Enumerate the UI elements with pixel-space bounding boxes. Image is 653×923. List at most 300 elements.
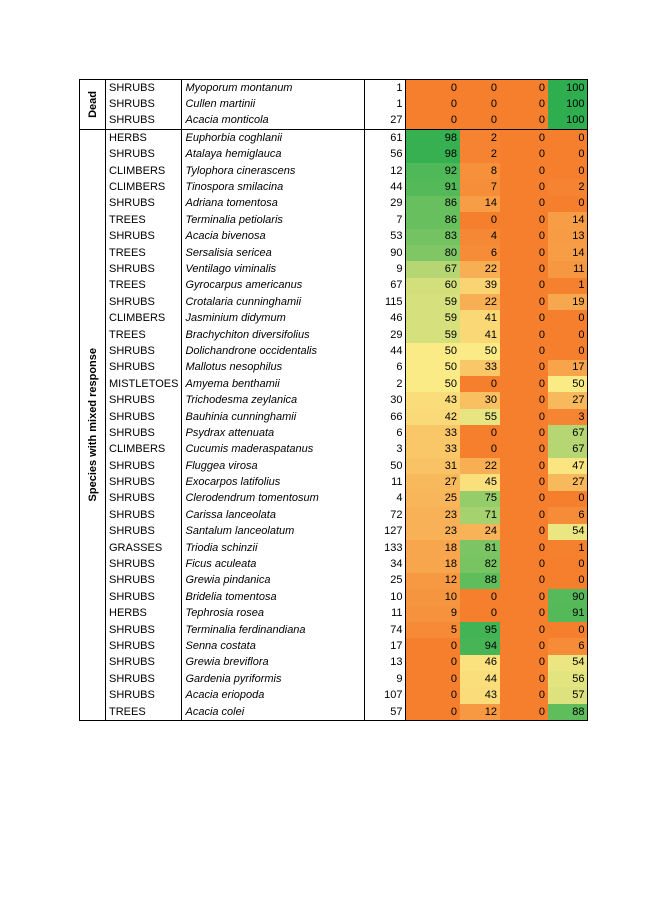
table-row (80, 392, 588, 408)
value-cell-1: 5 (406, 622, 460, 638)
value-cell-1: 0 (406, 655, 460, 671)
value-cell-2: 6 (460, 245, 500, 261)
value-cell-2: 22 (460, 458, 500, 474)
value-cell-3: 0 (500, 376, 548, 392)
value-cell-3: 0 (500, 343, 548, 359)
value-cell-4: 2 (548, 179, 588, 195)
life-form-cell: SHRUBS (106, 655, 182, 671)
species-cell: Sersalisia sericea (182, 245, 365, 261)
count-cell: 2 (365, 376, 406, 392)
value-cell-4: 0 (548, 343, 588, 359)
table-body (80, 80, 588, 721)
value-cell-2: 46 (460, 655, 500, 671)
life-form-cell: SHRUBS (106, 294, 182, 310)
value-cell-1: 0 (406, 113, 460, 130)
value-cell-3: 0 (500, 573, 548, 589)
value-cell-1: 33 (406, 442, 460, 458)
table-row (80, 655, 588, 671)
table-row (80, 524, 588, 540)
life-form-cell: SHRUBS (106, 474, 182, 490)
species-cell: Brachychiton diversifolius (182, 327, 365, 343)
count-cell: 11 (365, 606, 406, 622)
value-cell-3: 0 (500, 130, 548, 147)
value-cell-4: 88 (548, 704, 588, 721)
table-row (80, 343, 588, 359)
count-cell: 11 (365, 474, 406, 490)
value-cell-1: 60 (406, 278, 460, 294)
value-cell-1: 86 (406, 196, 460, 212)
table-row (80, 113, 588, 130)
value-cell-2: 0 (460, 606, 500, 622)
value-cell-4: 27 (548, 474, 588, 490)
species-cell: Gyrocarpus americanus (182, 278, 365, 294)
value-cell-4: 67 (548, 442, 588, 458)
table-row (80, 622, 588, 638)
value-cell-2: 39 (460, 278, 500, 294)
value-cell-2: 0 (460, 442, 500, 458)
value-cell-1: 25 (406, 491, 460, 507)
table-row (80, 589, 588, 605)
life-form-cell: SHRUBS (106, 458, 182, 474)
value-cell-2: 4 (460, 229, 500, 245)
table-row (80, 96, 588, 112)
value-cell-2: 44 (460, 671, 500, 687)
table-row (80, 458, 588, 474)
species-cell: Acacia monticola (182, 113, 365, 130)
value-cell-1: 33 (406, 425, 460, 441)
value-cell-4: 17 (548, 360, 588, 376)
species-cell: Santalum lanceolatum (182, 524, 365, 540)
value-cell-2: 82 (460, 556, 500, 572)
table-row (80, 196, 588, 212)
life-form-cell: CLIMBERS (106, 163, 182, 179)
value-cell-1: 59 (406, 294, 460, 310)
value-cell-4: 0 (548, 147, 588, 163)
group-label: Dead (86, 91, 99, 119)
species-cell: Bauhinia cunninghamii (182, 409, 365, 425)
life-form-cell: CLIMBERS (106, 310, 182, 326)
value-cell-3: 0 (500, 409, 548, 425)
life-form-cell: SHRUBS (106, 425, 182, 441)
life-form-cell: SHRUBS (106, 147, 182, 163)
value-cell-1: 0 (406, 704, 460, 721)
count-cell: 29 (365, 196, 406, 212)
life-form-cell: HERBS (106, 130, 182, 147)
value-cell-4: 0 (548, 130, 588, 147)
species-cell: Atalaya hemiglauca (182, 147, 365, 163)
table-row (80, 606, 588, 622)
value-cell-2: 2 (460, 147, 500, 163)
species-cell: Terminalia ferdinandiana (182, 622, 365, 638)
species-cell: Jasminium didymum (182, 310, 365, 326)
life-form-cell: CLIMBERS (106, 442, 182, 458)
life-form-cell: SHRUBS (106, 589, 182, 605)
value-cell-4: 0 (548, 622, 588, 638)
species-cell: Psydrax attenuata (182, 425, 365, 441)
count-cell: 1 (365, 80, 406, 97)
value-cell-4: 100 (548, 113, 588, 130)
species-cell: Cucumis maderaspatanus (182, 442, 365, 458)
table-row (80, 278, 588, 294)
value-cell-1: 43 (406, 392, 460, 408)
life-form-cell: SHRUBS (106, 622, 182, 638)
count-cell: 107 (365, 687, 406, 703)
table-row (80, 425, 588, 441)
table-row (80, 294, 588, 310)
value-cell-4: 0 (548, 327, 588, 343)
value-cell-3: 0 (500, 179, 548, 195)
table-row (80, 360, 588, 376)
species-cell: Euphorbia coghlanii (182, 130, 365, 147)
value-cell-3: 0 (500, 196, 548, 212)
value-cell-2: 24 (460, 524, 500, 540)
table-row (80, 310, 588, 326)
count-cell: 67 (365, 278, 406, 294)
table-row (80, 130, 588, 147)
value-cell-3: 0 (500, 606, 548, 622)
count-cell: 6 (365, 425, 406, 441)
species-cell: Tylophora cinerascens (182, 163, 365, 179)
value-cell-4: 100 (548, 80, 588, 97)
value-cell-3: 0 (500, 425, 548, 441)
species-cell: Bridelia tomentosa (182, 589, 365, 605)
group-label-cell (80, 80, 106, 130)
count-cell: 133 (365, 540, 406, 556)
value-cell-3: 0 (500, 245, 548, 261)
life-form-cell: SHRUBS (106, 573, 182, 589)
table-row (80, 687, 588, 703)
value-cell-4: 57 (548, 687, 588, 703)
count-cell: 34 (365, 556, 406, 572)
count-cell: 13 (365, 655, 406, 671)
value-cell-3: 0 (500, 212, 548, 228)
life-form-cell: SHRUBS (106, 507, 182, 523)
life-form-cell: MISTLETOES (106, 376, 182, 392)
value-cell-1: 9 (406, 606, 460, 622)
value-cell-4: 13 (548, 229, 588, 245)
value-cell-4: 100 (548, 96, 588, 112)
value-cell-1: 12 (406, 573, 460, 589)
value-cell-4: 54 (548, 655, 588, 671)
table-row (80, 261, 588, 277)
value-cell-1: 0 (406, 638, 460, 654)
count-cell: 25 (365, 573, 406, 589)
species-cell: Myoporum montanum (182, 80, 365, 97)
count-cell: 56 (365, 147, 406, 163)
value-cell-1: 67 (406, 261, 460, 277)
count-cell: 66 (365, 409, 406, 425)
value-cell-1: 50 (406, 343, 460, 359)
life-form-cell: SHRUBS (106, 491, 182, 507)
table-row (80, 638, 588, 654)
value-cell-3: 0 (500, 507, 548, 523)
value-cell-1: 98 (406, 130, 460, 147)
value-cell-1: 23 (406, 507, 460, 523)
value-cell-1: 59 (406, 327, 460, 343)
count-cell: 29 (365, 327, 406, 343)
value-cell-3: 0 (500, 687, 548, 703)
table-row (80, 442, 588, 458)
life-form-cell: SHRUBS (106, 261, 182, 277)
value-cell-3: 0 (500, 524, 548, 540)
value-cell-4: 0 (548, 556, 588, 572)
value-cell-4: 27 (548, 392, 588, 408)
value-cell-1: 18 (406, 556, 460, 572)
value-cell-2: 88 (460, 573, 500, 589)
value-cell-2: 41 (460, 327, 500, 343)
count-cell: 44 (365, 343, 406, 359)
value-cell-4: 91 (548, 606, 588, 622)
value-cell-2: 0 (460, 425, 500, 441)
table-row (80, 409, 588, 425)
species-cell: Gardenia pyriformis (182, 671, 365, 687)
value-cell-4: 6 (548, 507, 588, 523)
table-row (80, 671, 588, 687)
value-cell-2: 22 (460, 261, 500, 277)
value-cell-4: 1 (548, 540, 588, 556)
value-cell-2: 50 (460, 343, 500, 359)
value-cell-2: 30 (460, 392, 500, 408)
value-cell-3: 0 (500, 113, 548, 130)
value-cell-2: 0 (460, 212, 500, 228)
value-cell-4: 47 (548, 458, 588, 474)
species-cell: Acacia colei (182, 704, 365, 721)
value-cell-1: 80 (406, 245, 460, 261)
life-form-cell: TREES (106, 704, 182, 721)
table-row (80, 245, 588, 261)
value-cell-3: 0 (500, 147, 548, 163)
species-cell: Exocarpos latifolius (182, 474, 365, 490)
table-row (80, 507, 588, 523)
value-cell-2: 7 (460, 179, 500, 195)
life-form-cell: SHRUBS (106, 196, 182, 212)
species-cell: Tinospora smilacina (182, 179, 365, 195)
value-cell-1: 10 (406, 589, 460, 605)
life-form-cell: HERBS (106, 606, 182, 622)
value-cell-1: 50 (406, 360, 460, 376)
life-form-cell: SHRUBS (106, 113, 182, 130)
species-cell: Ventilago viminalis (182, 261, 365, 277)
value-cell-2: 0 (460, 589, 500, 605)
value-cell-1: 98 (406, 147, 460, 163)
value-cell-3: 0 (500, 589, 548, 605)
value-cell-2: 22 (460, 294, 500, 310)
value-cell-4: 11 (548, 261, 588, 277)
value-cell-2: 2 (460, 130, 500, 147)
value-cell-3: 0 (500, 229, 548, 245)
count-cell: 44 (365, 179, 406, 195)
value-cell-3: 0 (500, 310, 548, 326)
value-cell-2: 81 (460, 540, 500, 556)
value-cell-1: 0 (406, 80, 460, 97)
species-cell: Clerodendrum tomentosum (182, 491, 365, 507)
value-cell-1: 86 (406, 212, 460, 228)
count-cell: 53 (365, 229, 406, 245)
value-cell-2: 0 (460, 376, 500, 392)
count-cell: 57 (365, 704, 406, 721)
species-cell: Senna costata (182, 638, 365, 654)
species-cell: Trichodesma zeylanica (182, 392, 365, 408)
life-form-cell: TREES (106, 327, 182, 343)
value-cell-1: 0 (406, 96, 460, 112)
species-response-table (79, 79, 588, 721)
value-cell-2: 95 (460, 622, 500, 638)
value-cell-3: 0 (500, 80, 548, 97)
life-form-cell: TREES (106, 212, 182, 228)
value-cell-3: 0 (500, 622, 548, 638)
value-cell-2: 41 (460, 310, 500, 326)
value-cell-2: 43 (460, 687, 500, 703)
table-row (80, 491, 588, 507)
value-cell-1: 50 (406, 376, 460, 392)
table-row (80, 474, 588, 490)
value-cell-4: 0 (548, 310, 588, 326)
table-row (80, 80, 588, 97)
value-cell-4: 50 (548, 376, 588, 392)
value-cell-3: 0 (500, 704, 548, 721)
value-cell-4: 67 (548, 425, 588, 441)
value-cell-3: 0 (500, 491, 548, 507)
species-cell: Amyema benthamii (182, 376, 365, 392)
value-cell-3: 0 (500, 163, 548, 179)
count-cell: 9 (365, 261, 406, 277)
life-form-cell: SHRUBS (106, 229, 182, 245)
value-cell-4: 6 (548, 638, 588, 654)
value-cell-1: 31 (406, 458, 460, 474)
species-cell: Triodia schinzii (182, 540, 365, 556)
species-cell: Grewia breviflora (182, 655, 365, 671)
value-cell-3: 0 (500, 540, 548, 556)
life-form-cell: SHRUBS (106, 392, 182, 408)
table-row (80, 212, 588, 228)
value-cell-3: 0 (500, 96, 548, 112)
value-cell-1: 27 (406, 474, 460, 490)
count-cell: 3 (365, 442, 406, 458)
species-cell: Carissa lanceolata (182, 507, 365, 523)
table-row (80, 327, 588, 343)
value-cell-2: 0 (460, 80, 500, 97)
species-cell: Dolichandrone occidentalis (182, 343, 365, 359)
value-cell-2: 8 (460, 163, 500, 179)
value-cell-1: 23 (406, 524, 460, 540)
value-cell-1: 59 (406, 310, 460, 326)
count-cell: 9 (365, 671, 406, 687)
group-label-cell (80, 130, 106, 721)
table-row (80, 540, 588, 556)
value-cell-1: 18 (406, 540, 460, 556)
value-cell-2: 33 (460, 360, 500, 376)
species-cell: Fluggea virosa (182, 458, 365, 474)
value-cell-2: 94 (460, 638, 500, 654)
value-cell-3: 0 (500, 294, 548, 310)
life-form-cell: SHRUBS (106, 96, 182, 112)
value-cell-4: 0 (548, 573, 588, 589)
count-cell: 127 (365, 524, 406, 540)
value-cell-3: 0 (500, 442, 548, 458)
value-cell-4: 90 (548, 589, 588, 605)
life-form-cell: SHRUBS (106, 360, 182, 376)
value-cell-3: 0 (500, 474, 548, 490)
value-cell-3: 0 (500, 655, 548, 671)
value-cell-2: 75 (460, 491, 500, 507)
value-cell-4: 3 (548, 409, 588, 425)
count-cell: 46 (365, 310, 406, 326)
value-cell-3: 0 (500, 278, 548, 294)
life-form-cell: SHRUBS (106, 80, 182, 97)
life-form-cell: SHRUBS (106, 343, 182, 359)
species-cell: Grewia pindanica (182, 573, 365, 589)
value-cell-4: 0 (548, 491, 588, 507)
table-row (80, 556, 588, 572)
count-cell: 72 (365, 507, 406, 523)
life-form-cell: SHRUBS (106, 524, 182, 540)
value-cell-3: 0 (500, 261, 548, 277)
species-cell: Ficus aculeata (182, 556, 365, 572)
value-cell-2: 14 (460, 196, 500, 212)
count-cell: 7 (365, 212, 406, 228)
count-cell: 27 (365, 113, 406, 130)
value-cell-4: 0 (548, 196, 588, 212)
count-cell: 90 (365, 245, 406, 261)
value-cell-3: 0 (500, 638, 548, 654)
count-cell: 30 (365, 392, 406, 408)
table-row (80, 163, 588, 179)
value-cell-4: 56 (548, 671, 588, 687)
count-cell: 1 (365, 96, 406, 112)
species-cell: Crotalaria cunninghamii (182, 294, 365, 310)
value-cell-4: 1 (548, 278, 588, 294)
value-cell-1: 0 (406, 687, 460, 703)
species-cell: Adriana tomentosa (182, 196, 365, 212)
count-cell: 61 (365, 130, 406, 147)
count-cell: 17 (365, 638, 406, 654)
value-cell-1: 83 (406, 229, 460, 245)
count-cell: 50 (365, 458, 406, 474)
species-cell: Cullen martinii (182, 96, 365, 112)
value-cell-2: 55 (460, 409, 500, 425)
species-cell: Mallotus nesophilus (182, 360, 365, 376)
life-form-cell: TREES (106, 245, 182, 261)
table-row (80, 147, 588, 163)
value-cell-3: 0 (500, 360, 548, 376)
table-row (80, 573, 588, 589)
value-cell-3: 0 (500, 327, 548, 343)
life-form-cell: CLIMBERS (106, 179, 182, 195)
count-cell: 12 (365, 163, 406, 179)
count-cell: 6 (365, 360, 406, 376)
value-cell-1: 91 (406, 179, 460, 195)
count-cell: 115 (365, 294, 406, 310)
life-form-cell: TREES (106, 278, 182, 294)
value-cell-3: 0 (500, 392, 548, 408)
count-cell: 74 (365, 622, 406, 638)
table-row (80, 376, 588, 392)
value-cell-2: 0 (460, 113, 500, 130)
species-cell: Acacia bivenosa (182, 229, 365, 245)
table-row (80, 229, 588, 245)
count-cell: 4 (365, 491, 406, 507)
life-form-cell: SHRUBS (106, 556, 182, 572)
table-row (80, 704, 588, 721)
value-cell-4: 14 (548, 212, 588, 228)
value-cell-4: 54 (548, 524, 588, 540)
value-cell-4: 19 (548, 294, 588, 310)
value-cell-1: 92 (406, 163, 460, 179)
value-cell-2: 71 (460, 507, 500, 523)
value-cell-2: 12 (460, 704, 500, 721)
species-cell: Tephrosia rosea (182, 606, 365, 622)
table-row (80, 179, 588, 195)
